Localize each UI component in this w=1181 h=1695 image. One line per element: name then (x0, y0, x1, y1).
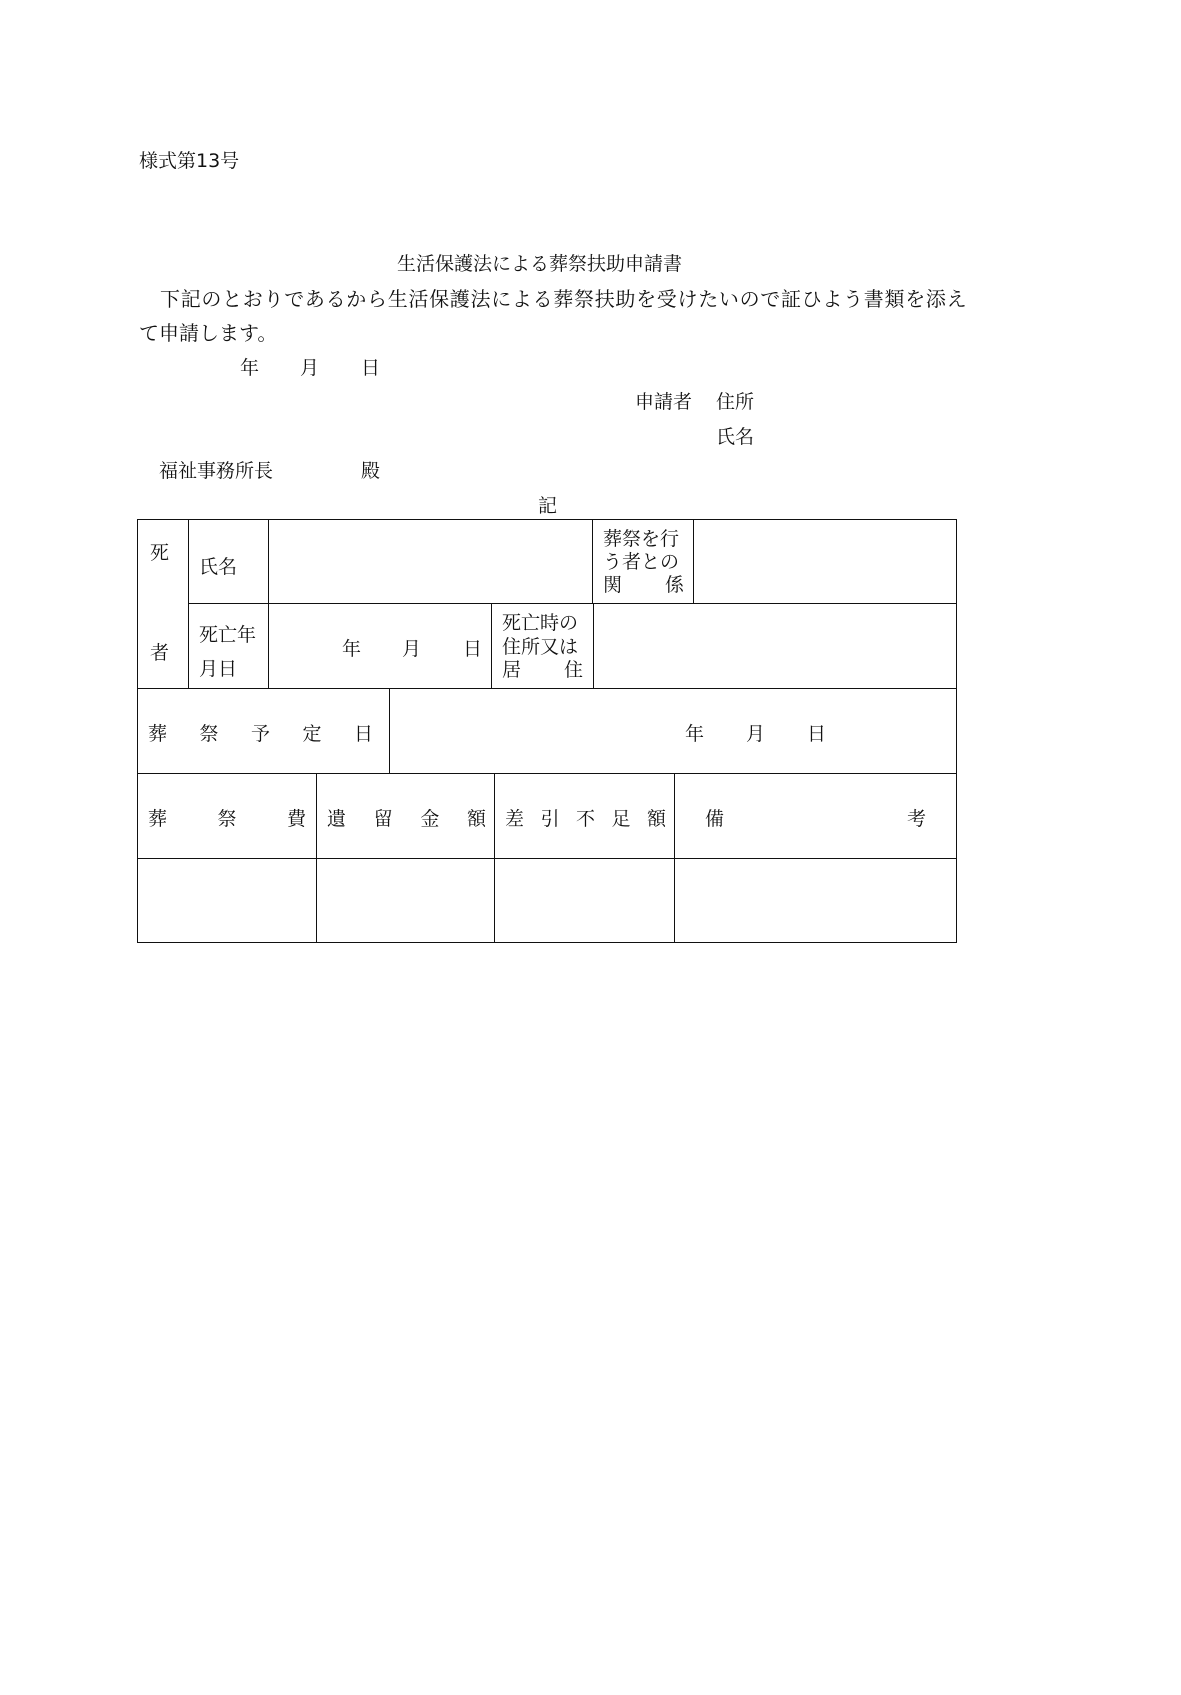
header-char: 考 (906, 808, 926, 830)
relation-line2: う者との (603, 551, 680, 573)
death-date-line2: 月日 (199, 658, 238, 680)
death-address-field[interactable] (593, 603, 957, 689)
header-char: 足 (611, 808, 631, 830)
form-table (137, 519, 957, 943)
relation-line3b: 係 (665, 574, 685, 596)
relation-field[interactable] (693, 519, 957, 604)
deficit-header (494, 773, 675, 859)
death-date-field[interactable] (268, 603, 492, 689)
remaining-money-header (316, 773, 495, 859)
funeral-date-label-cell (137, 688, 390, 774)
funeral-date-char: 定 (302, 723, 322, 745)
funeral-date-label (148, 725, 373, 744)
header-char: 祭 (217, 808, 237, 830)
header-char: 費 (286, 808, 306, 830)
funeral-date-year: 年 (685, 723, 705, 745)
date-month-label: 月 (300, 357, 320, 379)
death-address-label-cell (491, 603, 594, 689)
header-char: 葬 (148, 808, 168, 830)
funeral-date-char: 日 (353, 723, 373, 745)
name-label: 氏名 (199, 556, 238, 578)
intro-text-line2: て申請します。 (139, 321, 278, 345)
header-char: 留 (373, 808, 393, 830)
funeral-cost-field[interactable] (137, 858, 317, 943)
remaining-money-field[interactable] (316, 858, 495, 943)
header-char: 額 (466, 808, 486, 830)
applicant-name-label: 氏名 (716, 426, 755, 448)
date-day-label: 日 (361, 357, 381, 379)
applicant-label: 申請者 (635, 391, 693, 413)
death-date-day: 日 (463, 638, 483, 660)
form-number: 様式第13号 (139, 150, 240, 172)
deceased-label-cell (137, 519, 189, 689)
intro-text-line1: 下記のとおりであるから生活保護法による葬祭扶助を受けたいので証ひよう書類を添え (160, 287, 968, 311)
funeral-date-char: 葬 (148, 723, 168, 745)
addressee-honorific: 殿 (361, 460, 381, 482)
header-char: 遺 (327, 808, 347, 830)
deceased-char2: 者 (150, 642, 170, 664)
deceased-char1: 死 (150, 542, 170, 564)
funeral-cost-header (137, 773, 317, 859)
death-date-line1: 死亡年 (199, 624, 257, 646)
death-date-year: 年 (342, 638, 362, 660)
relation-label-cell (592, 519, 694, 604)
death-address-line2: 住所又は (502, 636, 579, 658)
record-heading: 記 (538, 495, 558, 517)
relation-line1: 葬祭を行 (603, 528, 680, 550)
funeral-date-char: 祭 (199, 723, 219, 745)
funeral-date-day: 日 (807, 723, 827, 745)
header-char: 差 (505, 808, 525, 830)
deficit-field[interactable] (494, 858, 675, 943)
remarks-field[interactable] (674, 858, 957, 943)
addressee-office: 福祉事務所長 (159, 460, 274, 482)
date-year-label: 年 (240, 357, 260, 379)
funeral-date-field[interactable] (389, 688, 957, 774)
header-char: 備 (705, 808, 725, 830)
document-title: 生活保護法による葬祭扶助申請書 (397, 253, 683, 275)
header-char: 金 (420, 808, 440, 830)
applicant-address-label: 住所 (716, 391, 755, 413)
funeral-date-month: 月 (746, 723, 766, 745)
funeral-date-char: 予 (250, 723, 270, 745)
death-address-line1: 死亡時の (502, 612, 579, 634)
death-date-label-cell (188, 603, 269, 689)
deceased-name-field[interactable] (268, 519, 593, 604)
relation-line3a: 関 (603, 574, 623, 596)
remarks-header (674, 773, 957, 859)
header-char: 不 (575, 808, 595, 830)
header-char: 額 (646, 808, 666, 830)
death-address-line3a: 居 (502, 659, 522, 681)
death-address-line3b: 住 (564, 659, 584, 681)
death-date-month: 月 (402, 638, 422, 660)
name-label-cell (188, 519, 269, 604)
header-char: 引 (540, 808, 560, 830)
